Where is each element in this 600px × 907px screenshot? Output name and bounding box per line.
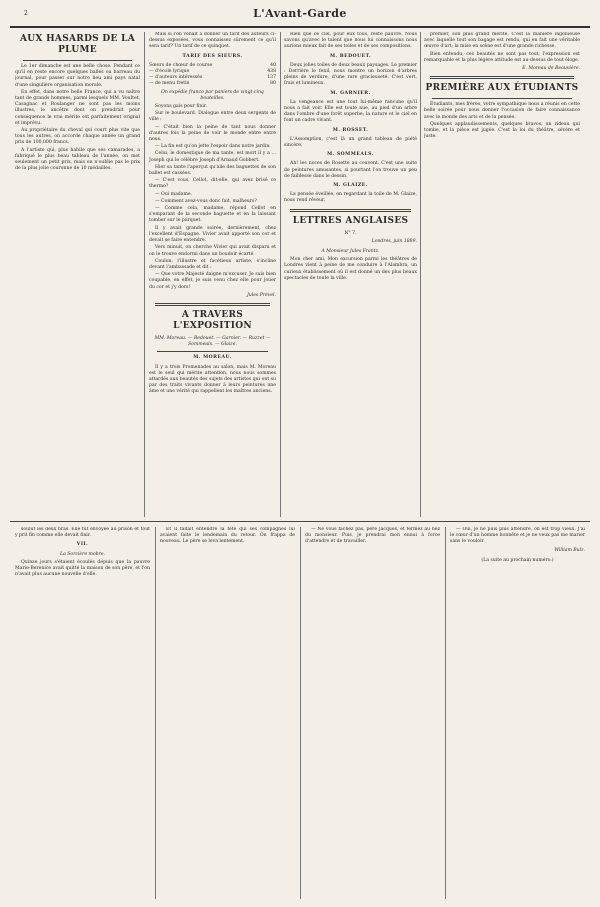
column-divider (155, 527, 156, 899)
tarif-table (149, 63, 276, 88)
paragraph: premier, son plus grand mérite. C'est la manière ingénieuse avec laquelle tout son bagage est rendu, qui en fait une véritable œuvre d'art; la mise en scène est d'une grande richesse. (424, 32, 580, 50)
paragraph: — Oui madame. (155, 191, 193, 197)
paragraph: Ah! les noces de Rosette au couvent. C'est une suite de peintures amusantes, si pourtant l'on trouve un peu de faiblesse dans le dessin. (284, 161, 417, 179)
continuation-note: (La suite au prochain numéro.) (481, 557, 554, 563)
paragraph: La vengeance est une tout lui-même rancune qu'il nous a fait voir. Elle est toute nue, au pied d'un arbre dans l'ombre d'une forêt superbe; la nature et le ciel en font un cadre vivant. (284, 99, 417, 124)
paragraph: Au propriétaire du cheval qui court plus vite que tous les autres, on accorde chaque année un grand prix de 100,000 francs. (15, 128, 140, 146)
column-divider (420, 32, 421, 517)
paragraph: — Oui, je ne puis plus attendre, on est trop vieux. J'ai le cœur d'un homme honnête et je ne veux pas me marier sans le vouloir. (450, 527, 585, 545)
paragraph: Quinze jours s'étaient écoulés depuis que la pauvre Marie-Berenice avait quitté la maison de son père, et l'on n'avait plus aucune nouvelle d'elle. (15, 559, 150, 578)
paragraph: — C'est vous, Cellot, dit-elle, qui avez brisé ce thermo? (149, 178, 276, 190)
paragraph: Bien entendu, ces beautés ne sont pas tout, l'expression est remarquable et la plus légère attitude est au-dessus de tout éloge. (424, 51, 580, 63)
section-subtitle: MM. Moreau. — Bedouet. — Garnier. — Ruzzet — Sommeals. — Glaize. (154, 335, 271, 348)
tarif-row: Sœurs de chœur de course 40 (149, 62, 276, 68)
headline-lettres: LETTRES ANGLAISES (292, 215, 409, 226)
tarif-title: TARIF DES SIEURS. (182, 53, 243, 59)
paragraph: Mais si l'on venait à donner un tarif des auteurs ci-dessus exposées, vous connaissez sûrement ce qu'il sera tarif? Un tarif de ce quinquet. (149, 32, 276, 50)
tarif-row: — d'auteurs intéressés 137 (149, 75, 276, 81)
subhead: M. SOMMEALS. (327, 152, 374, 158)
paragraph: Mon cher ami, Mon excursion parmi les théâtres de Londres vient à peine de me conduire à l'Alambra, un curieux établissement où il est donné un des plus beaux spectacles de toute la ville. (284, 257, 417, 281)
paragraph: Le 1er dimanche est une belle chose. Pendant ce qu'il en reste encore quelques balles ou barreau du journal, pour passer sur notre lieu ami pays natal d'une singulière organisation morale. (15, 64, 140, 88)
column-4 (424, 32, 580, 517)
paragraph: Vers minuit, on cherche Vivier qui avait disparu et on le trouve endormi dans un boudoir écarté. (149, 245, 276, 257)
paragraph: Et il fallait entendre la fête qui ses compagnes lui avaient faite le lendemain du retour. On frappa de nouveau. Le père se leva lentement. (160, 527, 295, 545)
feuilleton-column-4 (450, 527, 585, 899)
paragraph: Étudiants, mes frères, votre sympathique nous a réunis en cette belle soirée pour nous donner l'occasion de faire connaissance avec le monde des arts et de la pensée. (424, 102, 580, 120)
paragraph: — Ne vous fâchez pas, père Jacques, et fermez au nez du monsieur. Puis, je prendrai mon ennui à force d'attendre et de travailler. (305, 527, 440, 545)
paragraph: soulut les deux bras. Elle fut envoyée au prison et tout y prit fin comme elle devait finir. (15, 527, 150, 539)
section-divider (10, 521, 590, 522)
headline-premiere: PREMIÈRE AUX ÉTUDIANTS (425, 83, 579, 94)
paragraph: Il y a trois Promenades au salon, mais M. Moreau est le seul qui mérite attention, nous nous sommes attardés aux beautés des sujets des artistes qui ont su par des traits vivants donner à leurs peintures une âme et une vérité qui rappellent les maîtres anciens. (149, 364, 276, 395)
subhead: M. BEDOUET. (329, 53, 372, 59)
paragraph: A l'artiste qui, plus habile que ses camarades, a fabriqué le plus beau tableau de l'année, on met seulement un petit prix, mais on n'oublie pas le prix de la plus jolie couronne de 10 médailles. (15, 147, 140, 172)
paragraph: La pensée éveillée, en regardant la toile de M. Glaize, nous rend rêveur. (284, 192, 417, 204)
column-divider (144, 32, 145, 517)
section-lead: M. MOREAU. (193, 355, 232, 361)
paragraph: Il y avait grande soirée, dernièrement, chez l'excellent d'Espagne. Vivier avait apporté son cor et devait se faire entendre. (149, 225, 276, 244)
column-divider (445, 527, 446, 899)
paragraph: Celui, le domestique de ma tante, est mort il y a ... Joseph qui le célèbre Joseph d'Arnaud Gobbert. (149, 151, 276, 163)
paragraph: Soyons gais pour finir. (155, 104, 207, 110)
paragraph: Rien que ce ciel, pour eux tous, reste pauvre. Nous savons qu'avec le talent que nous lui connaissons nous aurions mieux fait de ses toiles et de ses compositions. (284, 32, 417, 50)
headline-plume: AUX HASARDS DE LA PLUME (19, 34, 136, 55)
paragraph: — Que votre Majesté daigne m'excuser. Je suis bien coupable, en effet, je suis venu chez elle pour jouer du cor et j'y dors! (149, 272, 276, 290)
paragraph: — C'était bien la peine de tant nous donner d'autres fois la peine de voir le monde entre entre nous. (149, 124, 276, 143)
paragraph: — La fin est qu'on jette l'espoir dans notre jardin. (155, 144, 271, 150)
paragraph: En effet, dans notre belle France, qui a vu naître tant de grands hommes, parmi lesquels MM. Voultet, Casagnac et Boulanger ne sont pas les moins illustres, le ancêtre dont on prendrait pour conséquence le vrai mérite est parfaitement orignal et imprévu. (15, 89, 140, 126)
signature: William Bulz. (554, 547, 585, 553)
signature: E. Moreau de Beauvière. (522, 66, 580, 72)
headline-exposition: A TRAVERS L'EXPOSITION (173, 309, 252, 331)
subhead: M. GARNIER. (330, 90, 371, 96)
signature: Jules Prével. (246, 292, 276, 298)
column-1 (15, 32, 140, 517)
paragraph: Sur le boulevard. Dialogue entre deux sergents de ville : (149, 111, 276, 123)
paragraph: Quelques applaudissements, quelques bravos, un rideau qui tombe, et la pièce est jugée. C'est la loi du théâtre, sévère et juste. (424, 121, 580, 140)
column-2 (149, 32, 276, 517)
paragraph: Deux jolies toiles de deux beaux paysages. Le premier : Derrière le fenil, nous montre un horizon d'arbres pleins de verdure, d'une rare gracieuseté. C'est vert, frais et lumineux. (284, 62, 417, 87)
issue-number: 2 (24, 10, 28, 17)
letter-recipient: A Monsieur Jules Frantz. (321, 249, 380, 255)
letter-number: N° 7. (344, 230, 357, 236)
paragraph: Hier sa tante l'aperçut qu'aile des baguettes de son ballet est cassées. (149, 164, 276, 177)
paragraph: — Comme cela, madame, répond Cellot en s'emparant de la seconde baguette et en la laissant tomber sur le parquet. (149, 206, 276, 224)
paragraph: — Comment avez-vous donc fait, malheurs? (155, 198, 257, 204)
column-3 (284, 32, 417, 517)
newspaper-title: L'Avant-Garde (253, 7, 347, 20)
chapter-title: La Sorcière mobre. (60, 551, 105, 557)
feuilleton-column-3 (305, 527, 440, 899)
feuilleton-column-1 (15, 527, 150, 899)
tarif-row: — de menu fretin 80 (149, 81, 276, 87)
paragraph: L'Assomption, c'est là un grand tableau de piété sincère. (284, 136, 417, 149)
column-divider (300, 527, 301, 899)
letter-date: Londres, juin 1889. (371, 238, 417, 244)
subhead: M. ROSSET. (332, 127, 369, 133)
chapter-number: VII. (76, 542, 89, 548)
column-divider (280, 32, 281, 517)
tarif-row: — d'école lyrique 438 (149, 69, 276, 75)
tarif-note: On expédie franco par paniers de vingt-cinq bouteilles. (161, 89, 264, 101)
feuilleton-column-2 (160, 527, 295, 899)
subhead: M. GLAIZE. (333, 183, 368, 189)
paragraph: Coulon, l'illustre et facétieux artiste, s'incline devant l'ambassade et dit : (149, 258, 276, 270)
masthead (10, 4, 590, 28)
